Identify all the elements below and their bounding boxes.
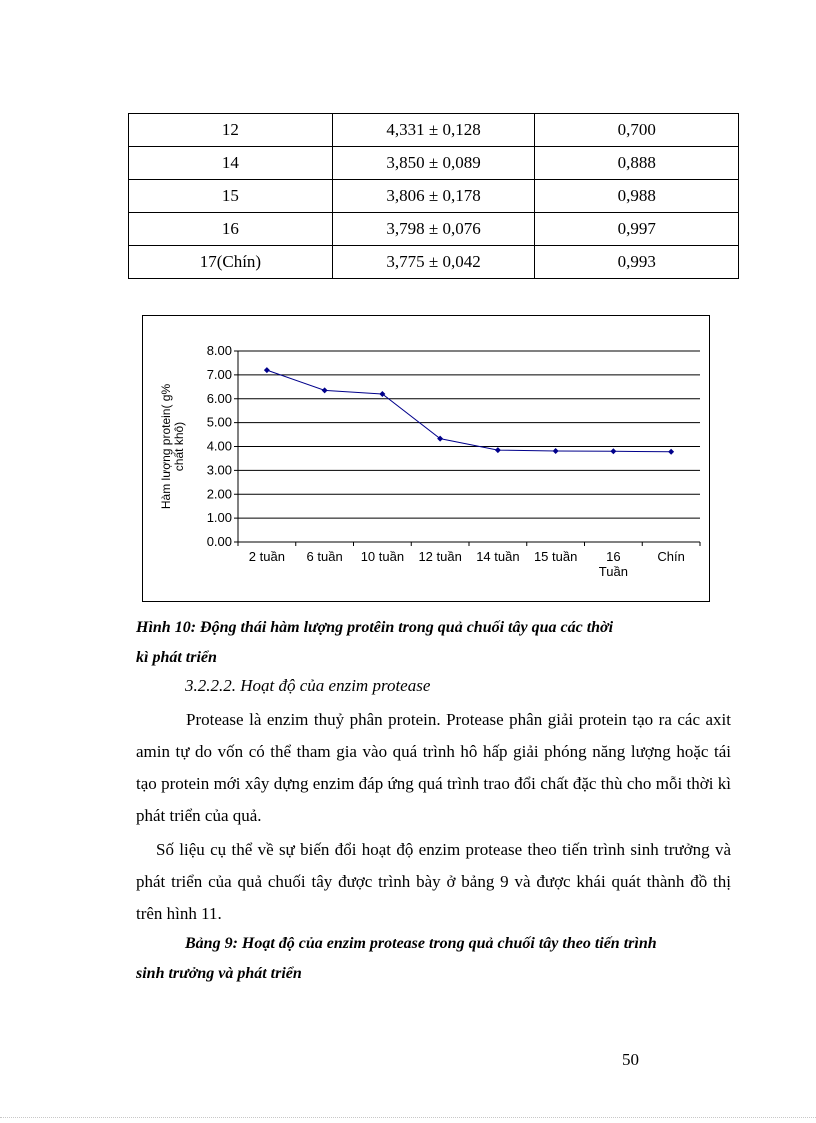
paragraph-protease-intro [136, 704, 731, 832]
x-tick-label: 10 tuần [360, 549, 405, 564]
chart-svg [143, 316, 709, 601]
table-cell: 0,888 [535, 147, 739, 180]
table-cell: 4,331 ± 0,128 [332, 114, 535, 147]
data-point [610, 448, 616, 454]
x-tick-label: 6 tuần [306, 549, 343, 564]
table-cell: 17(Chín) [129, 246, 333, 279]
data-point [322, 387, 328, 393]
page-edge-divider [0, 1117, 816, 1118]
y-axis-label: chất khô) [172, 421, 186, 472]
table-cell: 3,798 ± 0,076 [332, 213, 535, 246]
table-cell: 3,775 ± 0,042 [332, 246, 535, 279]
x-tick-label: 15 tuần [533, 549, 578, 564]
x-tick-label: 12 tuần [418, 549, 462, 564]
table-caption-line1: Bảng 9: Hoạt độ của enzim protease trong quả chuối tây theo tiến trình [185, 935, 657, 952]
paragraph-text: Số liệu cụ thể về sự biến đổi hoạt độ enzim protease theo tiến trình sinh trưởng và phát triển của quả chuối tây được trình bày ở bảng 9 và được khái quát thành đồ thị trên hình 11. [136, 840, 731, 923]
table-cell: 3,850 ± 0,089 [332, 147, 535, 180]
y-tick-label: 2.00 [206, 486, 232, 502]
table-cell: 14 [129, 147, 333, 180]
table-cell: 0,997 [535, 213, 739, 246]
x-tick-label: 14 tuần [476, 549, 520, 564]
page-number: 50 [622, 1050, 639, 1069]
table-row [129, 114, 739, 147]
y-tick-label: 0.00 [206, 534, 232, 549]
y-tick-label: 1.00 [206, 510, 232, 526]
figure-caption-line2: kì phát triển [136, 649, 217, 666]
table-cell: 3,806 ± 0,178 [332, 180, 535, 213]
y-axis-label: Hàm lượng protein( g% [159, 383, 173, 510]
y-tick-label: 6.00 [206, 390, 232, 406]
table-caption-line2: sinh trưởng và phát triển [136, 965, 302, 982]
table-cell: 0,700 [535, 114, 739, 147]
table-row [129, 180, 739, 213]
x-tick-label: 2 tuần [248, 549, 285, 564]
table-cell: 0,988 [535, 180, 739, 213]
table-row [129, 147, 739, 180]
section-heading: 3.2.2.2. Hoạt độ của enzim protease [185, 676, 431, 695]
y-tick-label: 3.00 [206, 462, 232, 478]
y-tick-label: 7.00 [206, 366, 232, 382]
table-row [129, 246, 739, 279]
x-tick-label: Tuần [598, 564, 628, 579]
table-cell: 16 [129, 213, 333, 246]
data-table [128, 113, 739, 279]
data-point [495, 447, 501, 453]
x-tick-label: 16 [606, 549, 621, 564]
figure-caption-line1: Hình 10: Động thái hàm lượng protêin trong quả chuối tây qua các thời [136, 619, 614, 636]
data-point [264, 367, 270, 373]
table-cell: 15 [129, 180, 333, 213]
table-cell: 12 [129, 114, 333, 147]
paragraph-text: Protease là enzim thuỷ phân protein. Protease phân giải protein tạo ra các axit amin tự do vốn có thể tham gia vào quá trình hô hấp giải phóng năng lượng hoặc tái tạo protein mới xây dựng enzim đáp ứng quá trình trao đổi chất đặc thù cho mỗi thời kì phát triển của quả. [136, 710, 731, 825]
table-cell: 0,993 [535, 246, 739, 279]
series-line [267, 370, 671, 452]
table-row [129, 213, 739, 246]
protein-chart [142, 315, 710, 602]
x-tick-label: Chín [657, 549, 685, 564]
y-tick-label: 5.00 [206, 414, 232, 430]
data-point [553, 448, 559, 454]
y-tick-label: 8.00 [206, 343, 232, 358]
data-point [668, 449, 674, 455]
paragraph-data-description [136, 834, 731, 930]
y-tick-label: 4.00 [206, 438, 232, 454]
